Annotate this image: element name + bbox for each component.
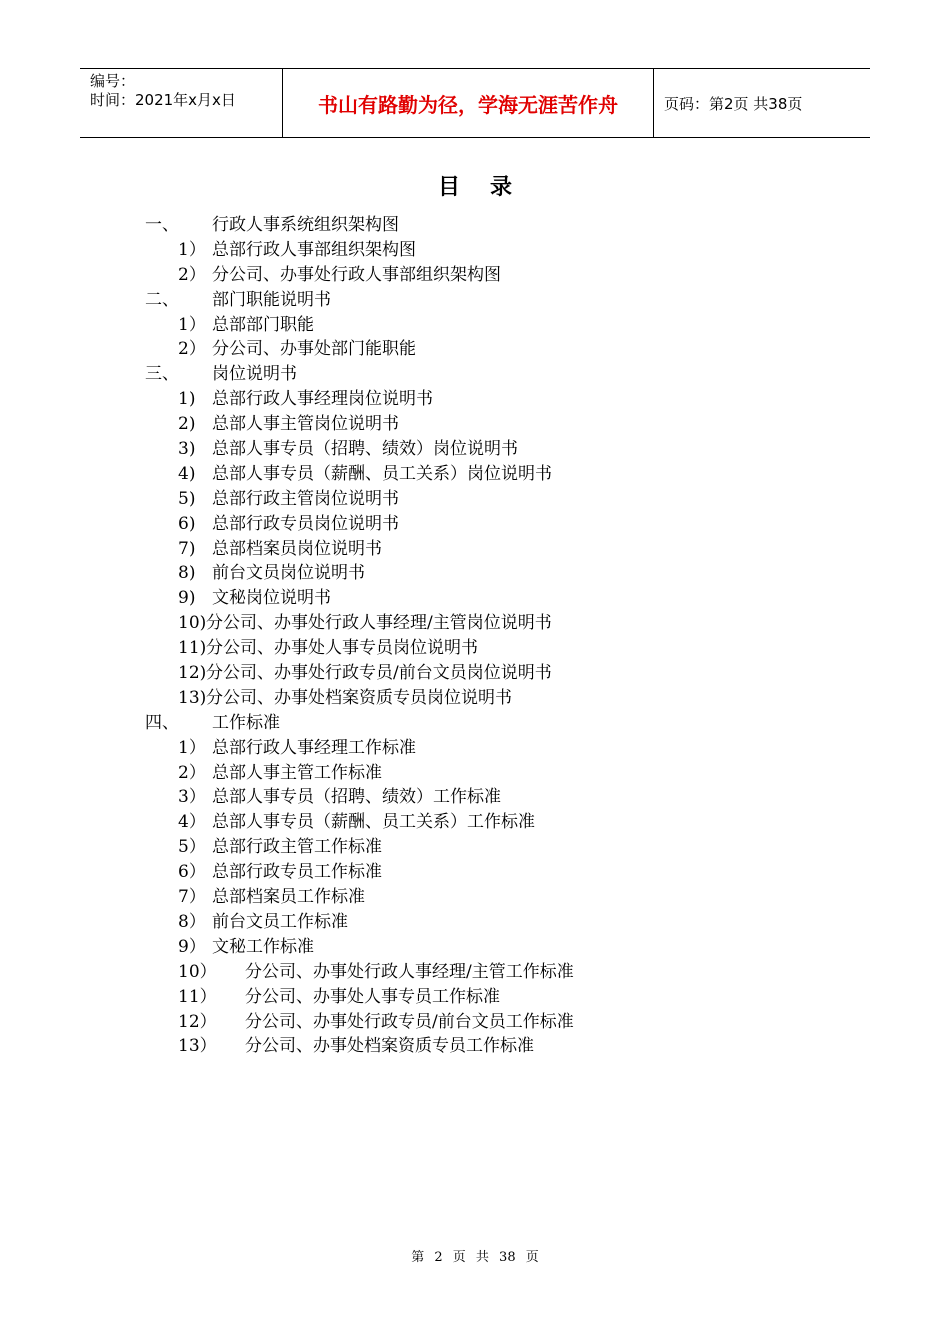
toc-entry-number: 3） xyxy=(178,787,206,808)
toc-entry-number: 三、 xyxy=(145,364,179,385)
toc-entry-text: 总部行政人事部组织架构图 xyxy=(212,239,416,260)
toc-entry-number: 9) xyxy=(178,588,196,609)
toc-entry-number: 7) xyxy=(178,538,196,559)
toc-entry-text: 总部行政主管岗位说明书 xyxy=(212,488,399,509)
toc-entry-number: 1) xyxy=(178,389,196,410)
toc-entry[interactable] xyxy=(0,313,950,338)
toc-entry-number: 一、 xyxy=(145,215,179,235)
toc-entry-number: 12） xyxy=(178,1011,217,1032)
toc-entry[interactable] xyxy=(0,835,950,860)
toc-entry-text: 工作标准 xyxy=(212,712,280,733)
toc-entry-text: 总部行政人事经理岗位说明书 xyxy=(212,389,433,410)
toc-entry-text: 前台文员岗位说明书 xyxy=(212,563,365,584)
header-page-number: 页码：第2页 共38页 xyxy=(664,94,803,113)
toc-entry[interactable] xyxy=(0,885,950,910)
toc-entry[interactable] xyxy=(0,487,950,512)
page-title: 目录 xyxy=(437,175,542,200)
toc-entry[interactable] xyxy=(0,362,950,387)
toc-entry-number: 12) xyxy=(178,663,207,684)
toc-entry-number: 13) xyxy=(178,687,207,708)
toc-entry-text: 总部人事专员（招聘、绩效）工作标准 xyxy=(212,787,501,808)
header-motto: 书山有路勤为径，学海无涯苦作舟 xyxy=(282,69,654,137)
toc-entry-text: 分公司、办事处行政人事部组织架构图 xyxy=(212,264,501,285)
document-number-label: 编号： xyxy=(90,72,136,90)
toc-entry-text: 总部档案员岗位说明书 xyxy=(212,538,382,559)
toc-entry-text: 分公司、办事处部门能职能 xyxy=(212,339,416,360)
toc-entry-number: 4) xyxy=(178,463,196,484)
toc-entry-text: 分公司、办事处档案资质专员岗位说明书 xyxy=(206,687,512,708)
toc-entry[interactable] xyxy=(0,761,950,786)
toc-entry-number: 2) xyxy=(178,414,196,435)
toc-entry[interactable] xyxy=(0,910,950,935)
toc-entry-number: 5) xyxy=(178,488,196,509)
toc-entry-text: 文秘岗位说明书 xyxy=(212,588,331,609)
toc-entry[interactable] xyxy=(0,263,950,288)
toc-entry[interactable] xyxy=(0,860,950,885)
toc-entry[interactable] xyxy=(0,238,950,263)
toc-entry[interactable] xyxy=(0,935,950,960)
toc-entry-number: 6) xyxy=(178,513,196,534)
toc-entry[interactable] xyxy=(0,213,950,238)
header-meta xyxy=(80,69,282,137)
toc-entry-text: 分公司、办事处行政人事经理/主管岗位说明书 xyxy=(206,613,552,634)
toc-entry-text: 总部行政专员工作标准 xyxy=(212,862,382,883)
toc-entry[interactable] xyxy=(0,1010,950,1035)
toc-entry-number: 13） xyxy=(178,1036,217,1057)
toc-entry-number: 9） xyxy=(178,936,206,957)
toc-entry[interactable] xyxy=(0,437,950,462)
toc-entry[interactable] xyxy=(0,537,950,562)
toc-entry[interactable] xyxy=(0,561,950,586)
toc-entry-number: 3) xyxy=(178,439,196,460)
toc-entry-number: 1） xyxy=(178,239,206,260)
toc-entry[interactable] xyxy=(0,512,950,537)
toc-entry-text: 总部行政专员岗位说明书 xyxy=(212,513,399,534)
toc-entry-text: 总部档案员工作标准 xyxy=(212,887,365,908)
page-footer: 第 2 页 共 38 页 xyxy=(411,1250,539,1265)
toc-entry-number: 二、 xyxy=(145,289,179,310)
toc-entry[interactable] xyxy=(0,586,950,611)
toc-entry-text: 总部人事主管工作标准 xyxy=(212,762,382,783)
toc-entry-text: 总部人事专员（薪酬、员工关系）岗位说明书 xyxy=(212,463,552,484)
toc-entry[interactable] xyxy=(0,288,950,313)
toc-entry[interactable] xyxy=(0,1034,950,1059)
toc-entry[interactable] xyxy=(0,636,950,661)
toc-entry-number: 1） xyxy=(178,314,206,335)
toc-entry[interactable] xyxy=(0,462,950,487)
toc-entry-number: 11） xyxy=(178,986,217,1007)
toc-entry-number: 8） xyxy=(178,911,206,932)
toc-entry-text: 总部人事专员（薪酬、员工关系）工作标准 xyxy=(212,812,535,833)
toc-entry-number: 2） xyxy=(178,264,206,285)
toc-entry[interactable] xyxy=(0,686,950,711)
toc-entry-number: 11) xyxy=(178,638,207,659)
toc-entry-text: 总部行政主管工作标准 xyxy=(212,837,382,858)
toc-entry-text: 分公司、办事处行政人事经理/主管工作标准 xyxy=(245,961,574,982)
page-header xyxy=(80,68,870,138)
toc-entry-number: 7） xyxy=(178,887,206,908)
toc-entry-text: 行政人事系统组织架构图 xyxy=(212,215,399,235)
toc-entry[interactable] xyxy=(0,785,950,810)
toc-entry-number: 10） xyxy=(178,961,217,982)
table-of-contents xyxy=(0,213,950,1059)
toc-entry-text: 部门职能说明书 xyxy=(212,289,331,310)
toc-entry[interactable] xyxy=(0,960,950,985)
toc-entry-number: 8) xyxy=(178,563,196,584)
toc-entry-text: 分公司、办事处行政专员/前台文员工作标准 xyxy=(245,1011,574,1032)
toc-entry[interactable] xyxy=(0,387,950,412)
toc-entry-text: 岗位说明书 xyxy=(212,364,297,385)
toc-entry-number: 四、 xyxy=(145,712,179,733)
toc-entry-number: 5） xyxy=(178,837,206,858)
toc-entry-text: 分公司、办事处档案资质专员工作标准 xyxy=(245,1036,534,1057)
toc-entry[interactable] xyxy=(0,661,950,686)
toc-entry-text: 前台文员工作标准 xyxy=(212,911,348,932)
toc-entry[interactable] xyxy=(0,337,950,362)
document-date-label: 时间：2021年x月x日 xyxy=(90,91,236,109)
toc-entry-text: 总部人事专员（招聘、绩效）岗位说明书 xyxy=(212,439,518,460)
toc-entry[interactable] xyxy=(0,985,950,1010)
toc-entry-text: 分公司、办事处人事专员岗位说明书 xyxy=(206,638,478,659)
toc-entry-number: 2） xyxy=(178,762,206,783)
toc-entry-number: 10) xyxy=(178,613,207,634)
toc-entry-number: 1） xyxy=(178,737,206,758)
toc-entry-text: 文秘工作标准 xyxy=(212,936,314,957)
toc-entry-number: 6） xyxy=(178,862,206,883)
toc-entry[interactable] xyxy=(0,736,950,761)
toc-entry-text: 总部部门职能 xyxy=(212,314,314,335)
toc-entry[interactable] xyxy=(0,711,950,736)
toc-entry-text: 总部行政人事经理工作标准 xyxy=(212,737,416,758)
toc-entry[interactable] xyxy=(0,611,950,636)
toc-entry-number: 2） xyxy=(178,339,206,360)
toc-entry-number: 4） xyxy=(178,812,206,833)
toc-entry-text: 分公司、办事处人事专员工作标准 xyxy=(245,986,500,1007)
toc-entry[interactable] xyxy=(0,412,950,437)
toc-entry-text: 分公司、办事处行政专员/前台文员岗位说明书 xyxy=(206,663,552,684)
toc-entry-text: 总部人事主管岗位说明书 xyxy=(212,414,399,435)
toc-entry[interactable] xyxy=(0,810,950,835)
